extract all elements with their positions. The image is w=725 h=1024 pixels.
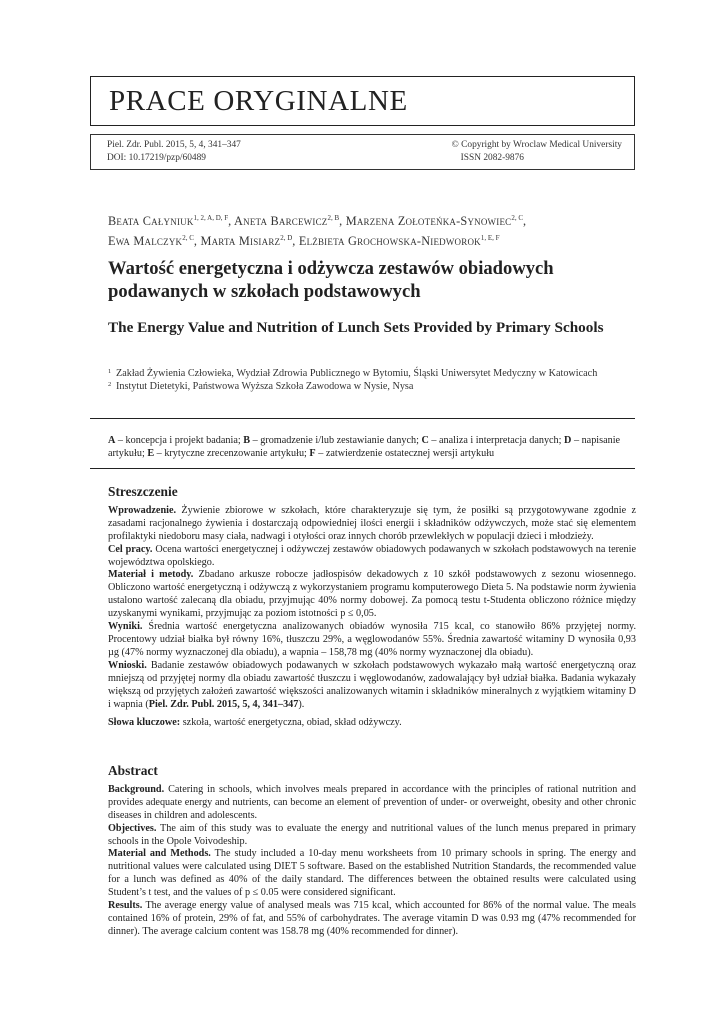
paragraph-label: Material and Methods.	[108, 848, 211, 860]
contrib-text: – krytyczne zrecenzowanie artykułu;	[154, 448, 310, 460]
paragraph-label: Background.	[108, 783, 165, 795]
paragraph-label: Materiał i metody.	[108, 569, 194, 581]
author-name: Beata Całyniuk	[108, 214, 194, 228]
copyright: © Copyright by Wroclaw Medical University	[451, 140, 622, 150]
author-name: Ewa Malczyk	[108, 234, 183, 248]
citation-block	[107, 139, 241, 165]
section-title: PRACE ORYGINALNE	[109, 85, 408, 117]
paragraph-label: Results.	[108, 900, 143, 912]
abstract-paragraph	[108, 823, 636, 849]
paragraph-text: Żywienie zbiorowe w szkołach, które charakteryzuje się tym, że posiłki są przygotowywane zgodnie z zasadami racjonalnego żywienia i dostarczają odpowiedniej ilości energii i składników odżywczych, może stać się elementem profilaktyki niedoboru masy ciała, nadwagi i otyłości oraz innych chorób przewlekłych w populacji dzieci i młodzieży.	[108, 504, 636, 542]
paragraph-text: Badanie zestawów obiadowych podawanych w szkołach podstawowych wykazało małą wartość energetyczną oraz mniejszą od przyjętej normy dla obiadu zawartość tłuszczu i węglowodanów, zadowalający był udział białka. Badania wykazały większą od przyjętych założeń zawartość większości analizowanych witamin i składników mineralnych z wyjątkiem witaminy D i wapnia (	[108, 659, 636, 710]
streszczenie-paragraph	[108, 660, 636, 712]
author-superscript: 2, B	[327, 214, 340, 222]
article-title-english: The Energy Value and Nutrition of Lunch Sets Provided by Primary Schools	[108, 319, 604, 336]
abstract-section	[108, 765, 636, 939]
paragraph-label: Wprowadzenie.	[108, 504, 177, 516]
paragraph-tail: ).	[298, 698, 305, 710]
contrib-key: F	[309, 448, 316, 460]
citation-inline: Piel. Zdr. Publ. 2015, 5, 4, 341–347	[148, 698, 299, 710]
author-name: Marta Misiarz	[200, 234, 281, 248]
author-superscript: 2, C	[182, 234, 194, 242]
section-header-box	[90, 76, 635, 126]
author-name: Aneta Barcewicz	[234, 214, 328, 228]
paragraph-label: Objectives.	[108, 822, 157, 834]
contrib-key: E	[147, 448, 155, 460]
paragraph-text: Średnia wartość energetyczna analizowanych obiadów wynosiła 715 kcal, co stanowiło 86% przyjętej normy. Procentowy udział białka był równy 16%, tłuszczu 29%, a węglowodanów 55%. Średnia zawartość witaminy D wynosiła 0,93 µg (47% normy wyznaczonej dla obiadu), a wapnia – 158,78 mg (40% normy wyznaczonej dla obiadu).	[108, 621, 636, 658]
doi: DOI: 10.17219/pzp/60489	[107, 153, 206, 163]
paragraph-text: The study included a 10-day menu worksheets from 10 primary schools in spring. The energy and nutritional values were calculated using DIET 5 software. Based on the established Nutrition Standards, the recommended value for a lunch was defined as 40% of the daily standard. The differences between the obtained results were calculated using Student’s t test, and the values of p ≤ 0.05 were considered significant.	[108, 848, 636, 899]
paragraph-text: Ocena wartości energetycznej i odżywczej zestawów obiadowych podawanych w szkołach podstawowych na terenie województwa opolskiego.	[108, 543, 636, 568]
paragraph-text: Catering in schools, which involves meals prepared in accordance with the principles of rational nutrition and provides adequate energy and nutrients, can become an element of prevention of under- or overweight, obesity and other chronic diseases in children and adolescents.	[108, 783, 636, 821]
author-superscript: 2, C	[511, 214, 524, 222]
contrib-key: A	[108, 435, 116, 446]
contrib-text: – zatwierdzenie ostatecznej wersji artykułu	[315, 448, 495, 460]
affiliation-item	[108, 367, 618, 380]
paragraph-text: The average energy value of analysed meals was 715 kcal, which accounted for 86% of the normal value. The meals contained 16% of protein, 29% of fat, and 55% of carbohydrates. The average vitamin D was 0.93 mg (47% recommended for dinner). The average calcium content was 158.78 mg (40% recommended for dinner).	[108, 900, 636, 937]
abstract-paragraph	[108, 784, 636, 823]
author-superscript: 1, 2, A, D, F	[193, 214, 229, 222]
affiliations	[108, 367, 618, 393]
article-title-polish: Wartość energetyczna i odżywcza zestawów obiadowych podawanych w szkołach podstawowych	[108, 258, 554, 302]
contrib-text: – koncepcja i projekt badania;	[115, 435, 244, 446]
paragraph-label: Cel pracy.	[108, 543, 153, 555]
abstract-paragraph	[108, 900, 636, 939]
divider-bottom	[90, 468, 635, 469]
author-name: Marzena Zołoteńka-Synowiec	[345, 214, 512, 228]
issn: ISSN 2082-9876	[460, 153, 524, 163]
keywords-label: Słowa kluczowe:	[108, 717, 181, 729]
keywords-text: szkoła, wartość energetyczna, obiad, skład odżywczy.	[180, 717, 402, 729]
paragraph-label: Wnioski.	[108, 659, 147, 671]
contrib-text: – analiza i interpretacja danych;	[428, 435, 565, 446]
contribution-legend	[108, 434, 628, 461]
streszczenie-paragraph	[108, 544, 636, 570]
author-name: Elżbieta Grochowska-Niedworok	[298, 234, 481, 248]
citation: Piel. Zdr. Publ. 2015, 5, 4, 341–347	[107, 140, 241, 150]
contrib-text: – gromadzenie i/lub zestawianie danych;	[250, 435, 422, 446]
affiliation-item	[108, 380, 618, 393]
streszczenie-paragraph	[108, 621, 636, 660]
abstract-paragraph	[108, 848, 636, 900]
contrib-key: D	[564, 435, 572, 446]
author-list: Beata Całyniuk$^{1, 2, A, D, F}$, Aneta Barcewicz$^{2, B}$, Marzena Zołoteńka-Synowiec$^{2, C}$, Ewa Malczyk$^{2, C}$, Marta Misiarz$^{2, D}$, Elżbieta Grochowska-Niedworok$^{1, E, F}$	[108, 214, 527, 248]
author-superscript: 1, E, F	[480, 234, 500, 242]
affiliation-text: Zakład Żywienia Człowieka, Wydział Zdrowia Publicznego w Bytomiu, Śląski Uniwersytet Medyczny w Katowicach	[116, 368, 598, 379]
keywords-line	[108, 717, 636, 730]
contrib-text: – napisanie artykułu;	[108, 435, 621, 460]
copyright-block	[452, 139, 622, 165]
contrib-key: B	[243, 435, 251, 446]
paragraph-text: Zbadano arkusze robocze jadłospisów dekadowych z 10 szkół podstawowych z sezonu wiosennego. Obliczono wartość energetyczną i odżywczą z wykorzystaniem programu komputerowego Dieta 5. Na podstawie norm żywienia ustalono wartość zalecaną dla obiadu, przyjmując 40% normy dobowej. Za pomocą testu t-Studenta obliczono różnice między uzyskanymi wynikami, przyjmując za poziom istotności p ≤ 0,05.	[108, 569, 637, 620]
streszczenie-heading: Streszczenie	[108, 484, 178, 499]
abstract-heading: Abstract	[108, 763, 158, 778]
streszczenie-section	[108, 486, 636, 730]
affiliation-number: 1	[108, 368, 112, 375]
streszczenie-paragraph	[108, 569, 636, 621]
divider-top	[90, 418, 635, 419]
author-superscript: 2, D	[280, 234, 293, 242]
streszczenie-paragraph	[108, 505, 636, 544]
affiliation-number: 2	[108, 381, 112, 389]
paragraph-text: The aim of this study was to evaluate the energy and nutritional values of the lunch menus prepared in primary schools in the Opole Voivodeship.	[108, 822, 636, 847]
journal-meta-box	[90, 134, 635, 170]
affiliation-text: Instytut Dietetyki, Państwowa Wyższa Szkoła Zawodowa w Nysie, Nysa	[116, 381, 414, 393]
paragraph-label: Wyniki.	[108, 621, 143, 633]
contrib-key: C	[421, 435, 429, 446]
